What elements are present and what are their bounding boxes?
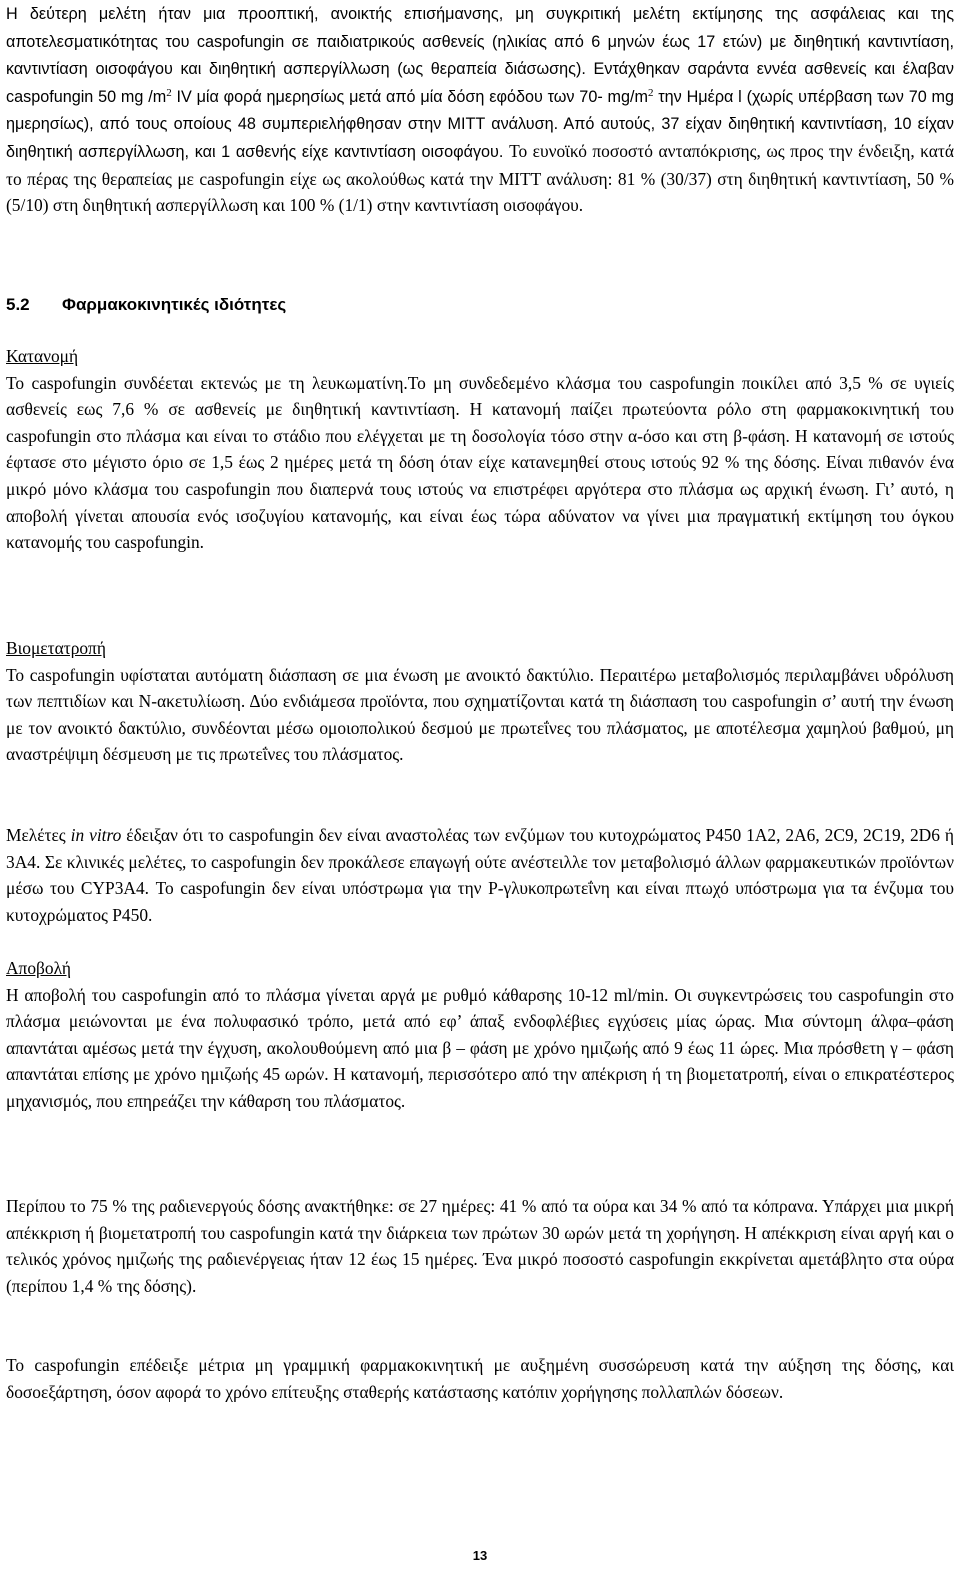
section-title: Φαρμακοκινητικές ιδιότητες (62, 295, 287, 314)
invitro-text: έδειξαν ότι το caspofungin δεν είναι αναστολέας των ενζύμων του κυτοχρώματος P450 1A2, 2A6, 2C9, 2C19, 2D6 ή 3A4. Σε κλινικές μελέτες, το caspofungin δεν προκάλεσε επαγωγή ούτε ανέστειλλε τον μεταβολισμό άλλων φαρμακευτικών προϊόντων μέσω του CYP3A4. Το caspofungin δεν είναι υπόστρωμα για την P-γλυκοπρωτεΐνη και είναι πτωχό υπόστρωμα για τα ένζυμα του κυτοχρώματος P450. (6, 825, 954, 925)
section-number: 5.2 (6, 295, 30, 314)
elimination-text: Η αποβολή του caspofungin από το πλάσμα γίνεται αργά με ρυθμό κάθαρσης 10-12 ml/min. Οι συγκεντρώσεις του caspofungin στο πλάσμα μειώνονται με ένα πολυφασικό τρόπο, μετά από εφ’ άπαξ ενδοφλέβιες εγχύσεις μίας ώρας. Μια σύντομη άλφα–φάση απαντάται αμέσως μετά την έγχυση, ακολουθούμενη από μια β – φάση με χρόνο ημιζωής από 9 έως 11 ώρες. Μια πρόσθετη γ – φάση απαντάται επίσης με χρόνο ημιζωής 45 ωρών. Η κατανομή, περισσότερο από την απέκριση ή τη βιομετατροπή, είναι ο επικρατέστερος μηχανισμός, που επηρεάζει την κάθαρση του πλάσματος. (6, 984, 954, 1111)
invitro-paragraph (6, 822, 954, 928)
biotransformation-text: Το caspofungin υφίσταται αυτόματη διάσπαση σε μια ένωση με ανοικτό δακτύλιο. Περαιτέρω μεταβολισμός περιλαμβάνει υδρόλυση των πεπτιδίων και N-ακετυλίωση. Δύο ενδιάμεσα προϊόντα, που σχηματίζονται κατά τη διάσπαση του caspofungin σ’ αυτή την ένωση με τον ανοικτό δακτύλιο, συνδέονται μέσω ομοιοπολικού δεσμού με πρωτεΐνες του πλάσματος, με αποτέλεσμα χαμηλού βαθμού, μη αναστρέψιμη δέσμευση με τις πρωτεΐνες του πλάσματος. (6, 664, 954, 765)
pediatric-study-population: την Ημέρα l (χωρίς υπέρβαση των 70 mg ημερησίως), από τους οποίους 48 συμπεριελήφθησαν στην MITT ανάλυση. Από αυτούς, 37 είχαν διηθητική καντιντίαση, 10 είχαν διηθητική ασπεργίλλωση, και 1 ασθενής είχε καντιντίαση οισοφάγου. (6, 87, 954, 161)
distribution-heading: Κατανομή (6, 346, 79, 366)
biotransformation-block (6, 635, 954, 768)
radiolabel-text: Περίπου το 75 % της ραδιενεργούς δόσης ανακτήθηκε: σε 27 ημέρες: 41 % από τα ούρα και 34 % από τα κόπρανα. Υπάρχει μια μικρή απέκκριση ή βιομετατροπή του caspofungin κατά την διάρκεια των πρώτων 30 ωρών μετά τη χορήγηση. Η απέκκριση είναι αργή και ο τελικός χρόνος ημιζωής της ραδιενέργειας ήταν 12 έως 15 ημέρες. Ένα μικρό ποσοστό caspofungin εκκρίνεται αμετάβλητο στα ούρα (περίπου 1,4 % της δόσης). (6, 1196, 954, 1296)
superscript: 2 (647, 86, 654, 99)
distribution-block (6, 343, 954, 556)
invitro-italic: in vitro (70, 825, 122, 845)
pediatric-study-paragraph (6, 0, 954, 219)
elimination-heading: Αποβολή (6, 958, 71, 978)
pediatric-study-dose: Εντάχθηκαν σαράντα εννέα ασθενείς και έλαβαν caspofungin 50 mg /m (6, 60, 954, 106)
elimination-block (6, 955, 954, 1115)
radiolabel-paragraph (6, 1193, 954, 1299)
superscript: 2 (166, 86, 172, 99)
pediatric-study-intro: Η δεύτερη μελέτη ήταν μια προοπτική, ανοικτής επισήμανσης, μη συγκριτική μελέτη εκτίμησης της ασφάλειας και της αποτελεσματικότητας του caspofungin σε παιδιατρικούς ασθενείς (ηλικίας από 6 μηνών έως 17 ετών) με διηθητική καντιντίαση, καντιντίαση οισοφάγου και διηθητική ασπεργίλλωση (ως θεραπεία διάσωσης). (6, 5, 954, 79)
nonlinear-text: Το caspofungin επέδειξε μέτρια μη γραμμική φαρμακοκινητική με αυξημένη συσσώρευση κατά την αύξηση της δόσης, και δοσοεξάρτηση, όσον αφορά το χρόνο επίτευξης σταθερής κατάστασης κατόπιν χορήγησης πολλαπλών δόσεων. (6, 1355, 954, 1402)
page-number: 13 (472, 1548, 488, 1563)
section-heading (6, 292, 286, 318)
pediatric-study-loading: IV μία φορά ημερησίως μετά από μία δόση εφόδου των 70- mg/m (171, 87, 648, 106)
distribution-text: Το caspofungin συνδέεται εκτενώς με τη λευκωματίνη.Το μη συνδεδεμένο κλάσμα του caspofungin ποικίλει από 3,5 % σε υγιείς ασθενείς εως 7,6 % σε ασθενείς με διηθητική καντιντίαση. Η κατανομή παίζει πρωτεύοντα ρόλο στη φαρμακοκινητική του caspofungin στο πλάσμα και είναι το στάδιο που ελέγχεται με τη δοσολογία τόσο στην α-όσο και στη β-φάση. Η κατανομή σε ιστούς έφτασε στο μέγιστο όριο σε 1,5 έως 2 ημέρες μετά τη δόση όταν είχε κατανεμηθεί στους ιστούς 92 % της δόσης. Είναι πιθανόν ένα μικρό μόνο κλάσμα του caspofungin που διαπερνά τους ιστούς να επιστρέφει αργότερα στο πλάσμα ως αρχική ένωση. Γι’ αυτό, η αποβολή γίνεται απουσία ενός ισοζυγίου κατανομής, και είναι έως τώρα αδύνατον να γίνει μια πραγματική εκτίμηση του όγκου κατανομής του caspofungin. (6, 372, 954, 553)
biotransformation-heading: Βιομετατροπή (6, 638, 106, 658)
pediatric-study-results: Το ευνοϊκό ποσοστό ανταπόκρισης, ως προς την ένδειξη, κατά το πέρας της θεραπείας με caspofungin είχε ως ακολούθως κατά την MITT ανάλυση: 81 % (30/37) στη διηθητική καντιντίαση, 50 % (5/10) στη διηθητική ασπεργίλλωση και 100 % (1/1) στην καντιντίαση οισοφάγου. (6, 140, 954, 216)
nonlinear-paragraph (6, 1352, 954, 1405)
invitro-pre: Μελέτες (6, 825, 71, 845)
